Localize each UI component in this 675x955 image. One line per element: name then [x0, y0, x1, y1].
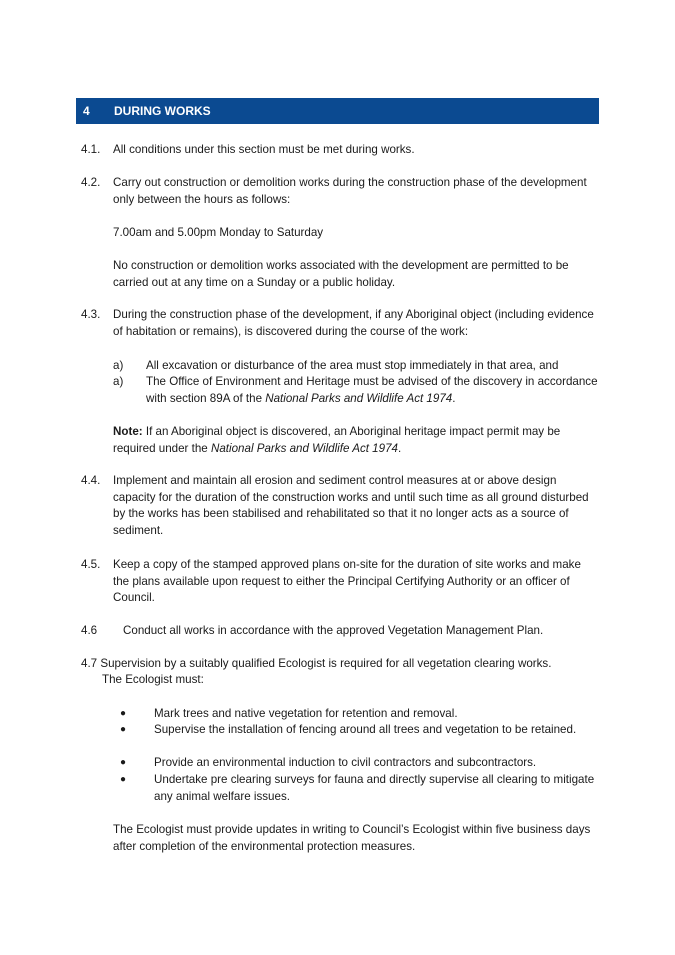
closing-paragraph: The Ecologist must provide updates in writing to Council’s Ecologist within five business days after completion of the environmental protection measures.	[113, 823, 591, 853]
bullet-icon: ●	[120, 724, 127, 735]
condition-number: 4.2.	[81, 176, 101, 189]
condition-paragraph: No construction or demolition works associated with the development are permitted to be carried out at any time on a Sunday or a public holiday.	[113, 259, 569, 289]
condition-number: 4.6	[81, 624, 98, 637]
condition-text: During the construction phase of the development, if any Aboriginal object (including evidence of habitation or remains), is discovered during the course of the work:	[113, 308, 594, 338]
condition-text: All conditions under this section must be met during works.	[113, 143, 415, 156]
list-item-text: All excavation or disturbance of the area must stop immediately in that area, and	[146, 359, 559, 372]
work-hours: 7.00am and 5.00pm Monday to Saturday	[113, 226, 324, 239]
bullet-item: Supervise the installation of fencing around all trees and vegetation to be retained.	[154, 723, 577, 736]
note-label: Note:	[113, 425, 143, 438]
bullet-item: Provide an environmental induction to civil contractors and subcontractors.	[154, 756, 537, 769]
condition-text: Implement and maintain all erosion and sediment control measures at or above design capacity for the duration of the construction works and until such time as all ground disturbed by the works has been stabilised and rehabilitated so that it no longer acts as a source of sediment.	[113, 474, 589, 537]
act-title: National Parks and Wildlife Act 1974	[265, 391, 453, 405]
bullet-item: Undertake pre clearing surveys for fauna and directly supervise all clearing to mitigate any animal welfare issues.	[154, 773, 595, 803]
list-label: a)	[113, 359, 124, 372]
condition-number: 4.1.	[81, 143, 101, 156]
act-title: National Parks and Wildlife Act 1974	[210, 441, 398, 455]
bullet-icon: ●	[120, 708, 127, 719]
list-item-text: The Office of Environment and Heritage must be advised of the discovery in accordance with section 89A of the National Parks and Wildlife Act 1974.	[146, 375, 598, 405]
condition-text: Conduct all works in accordance with the approved Vegetation Management Plan.	[123, 624, 544, 637]
section-title: DURING WORKS	[114, 104, 211, 118]
condition-text: 4.7 Supervision by a suitably qualified Ecologist is required for all vegetation clearing works.	[81, 657, 552, 670]
section-number: 4	[83, 104, 90, 118]
section-header	[76, 98, 599, 124]
note-paragraph: Note: If an Aboriginal object is discovered, an Aboriginal heritage impact permit may be required under the National Parks and Wildlife Act 1974.	[113, 425, 561, 455]
condition-text: Carry out construction or demolition works during the construction phase of the development only between the hours as follows:	[113, 176, 587, 206]
condition-text: The Ecologist must:	[102, 673, 204, 686]
list-label: a)	[113, 375, 124, 388]
bullet-icon: ●	[120, 757, 127, 768]
condition-number: 4.5.	[81, 558, 101, 571]
condition-number: 4.4.	[81, 474, 101, 487]
bullet-item: Mark trees and native vegetation for retention and removal.	[154, 707, 458, 720]
condition-text: Keep a copy of the stamped approved plans on-site for the duration of site works and make the plans available upon request to either the Principal Certifying Authority or an officer of Council.	[113, 558, 581, 604]
condition-number: 4.3.	[81, 308, 101, 321]
bullet-icon: ●	[120, 774, 127, 785]
